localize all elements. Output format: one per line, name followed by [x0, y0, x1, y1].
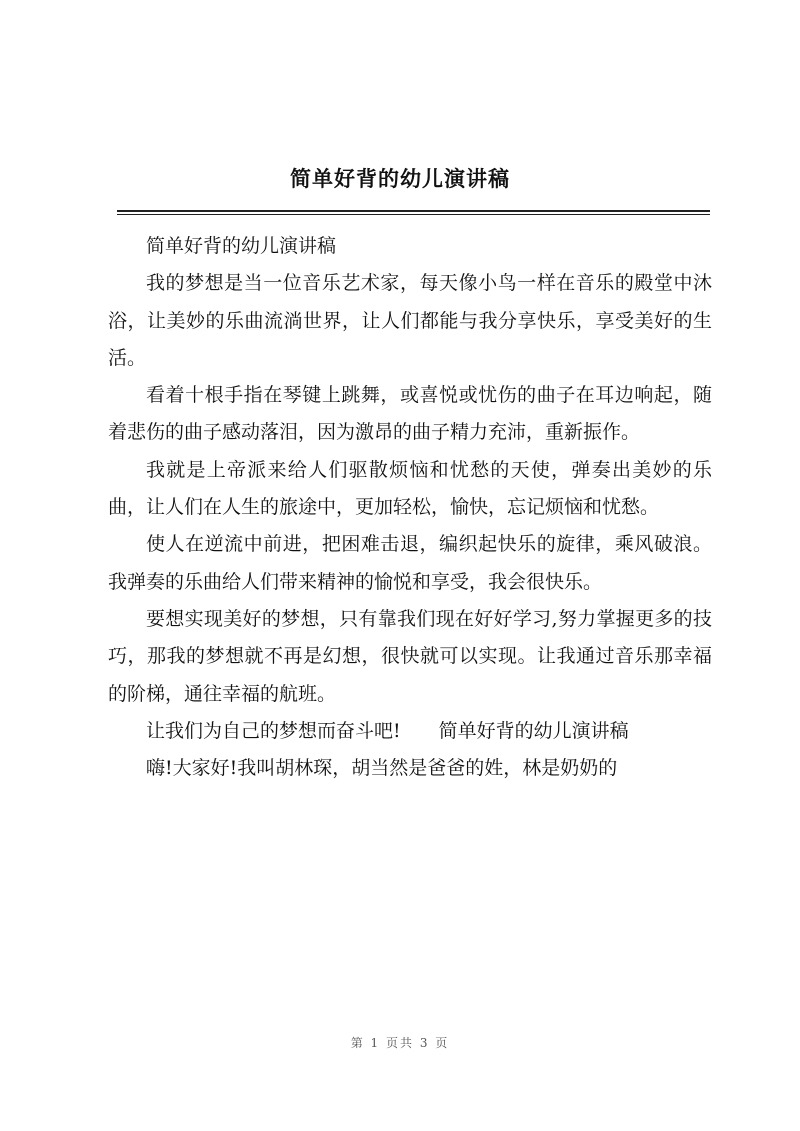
title-divider-thin: [117, 214, 710, 215]
paragraph: 使人在逆流中前进，把困难击退，编织起快乐的旋律，乘风破浪。我弹奏的乐曲给人们带来精神的愉悦和享受，我会很快乐。: [108, 533, 712, 593]
paragraph: 嗨!大家好!我叫胡林琛，胡当然是爸爸的姓，林是奶奶的: [146, 757, 618, 780]
paragraph: 我就是上帝派来给人们驱散烦恼和忧愁的天使，弹奏出美妙的乐曲，让人们在人生的旅途中，更加轻松，愉快，忘记烦恼和忧愁。: [108, 458, 712, 519]
document-body: [108, 228, 712, 787]
document-title: 简单好背的幼儿演讲稿: [290, 166, 510, 191]
paragraph: 我的梦想是当一位音乐艺术家，每天像小鸟一样在音乐的殿堂中沐浴，让美妙的乐曲流淌世界，让人们都能与我分享快乐，享受美好的生活。: [108, 272, 712, 369]
page-number: 第 1 页共 3 页: [350, 1036, 450, 1050]
paragraph-heading: 简单好背的幼儿演讲稿: [146, 235, 337, 257]
paragraph: 让我们为自己的梦想而奋斗吧! 简单好背的幼儿演讲稿: [146, 719, 629, 742]
paragraph: 看着十根手指在琴键上跳舞，或喜悦或忧伤的曲子在耳边响起，随着悲伤的曲子感动落泪，因为激昂的曲子精力充沛，重新振作。: [108, 384, 712, 444]
title-divider: [117, 210, 710, 212]
paragraph: 要想实现美好的梦想，只有靠我们现在好好学习,努力掌握更多的技巧，那我的梦想就不再是幻想，很快就可以实现。让我通过音乐那幸福的阶梯，通往幸福的航班。: [108, 607, 712, 705]
